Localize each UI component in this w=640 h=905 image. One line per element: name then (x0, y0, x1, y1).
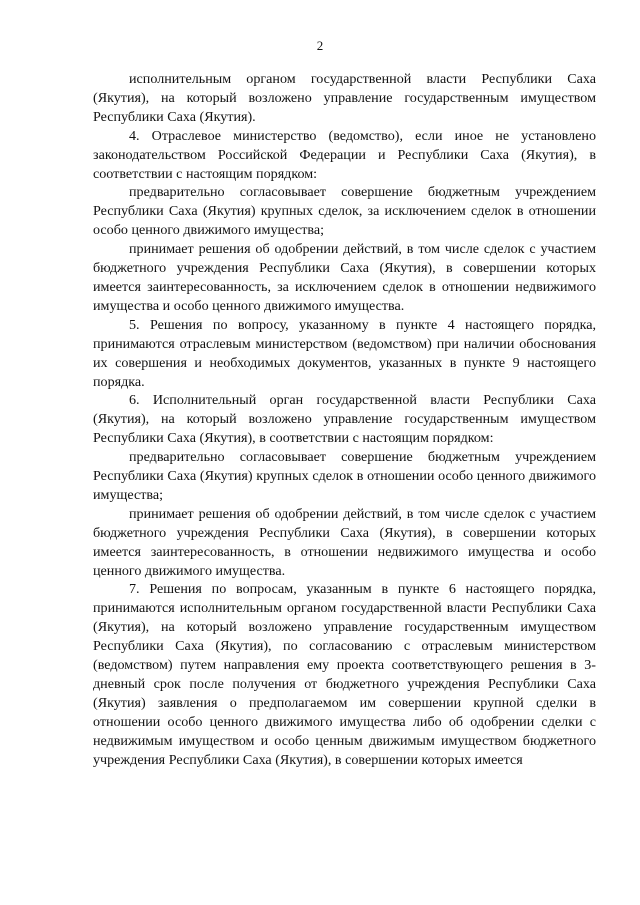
paragraph-item-4: 4. Отраслевое министерство (ведомство), если иное не установлено законодательством Российской Федерации и Республики Саха (Якутия), в соответствии с настоящим порядком: (93, 127, 596, 182)
paragraph-item-6-clause-2: принимает решения об одобрении действий, в том числе сделок с участием бюджетного учреждения Республики Саха (Якутия), в совершении которых имеется заинтересованность, в отношении недвижимого имущества и особо ценного движимого имущества. (93, 505, 596, 579)
paragraph-item-4-clause-2: принимает решения об одобрении действий, в том числе сделок с участием бюджетного учреждения Республики Саха (Якутия), в совершении которых имеется заинтересованность, за исключением сделок в отношении недвижимого имущества и особо ценного движимого имущества. (93, 241, 596, 314)
paragraph-item-4-clause-1: предварительно согласовывает совершение бюджетным учреждением Республики Саха (Якутия) крупных сделок, за исключением сделок в отношении особо ценного движимого имущества; (93, 184, 596, 239)
paragraph-item-6: 6. Исполнительный орган государственной власти Республики Саха (Якутия), на который возложено управление государственным имуществом Республики Саха (Якутия), в соответствии с настоящим порядком: (93, 392, 596, 447)
document-body (93, 70, 596, 770)
paragraph-item-5: 5. Решения по вопросу, указанному в пункте 4 настоящего порядка, принимаются отраслевым министерством (ведомством) при наличии обоснования их совершения и необходимых документов, указанных в пункте 9 настоящего порядка. (93, 316, 596, 390)
paragraph-item-7: 7. Решения по вопросам, указанным в пункте 6 настоящего порядка, принимаются исполнительным органом государственной власти Республики Саха (Якутия), на который возложено управление государственным имуществом Республики Саха (Якутия), по согласованию с отраслевым министерством (ведомством) путем направления ему проекта соответствующего решения в 3-дневный срок после получения от бюджетного учреждения Республики Саха (Якутия) заявления о предполагаемом им совершении крупной сделки в отношении особо ценного движимого имущества либо об одобрении сделки с недвижимым имуществом и особо ценным движимым имуществом бюджетного учреждения Республики Саха (Якутия), в совершении которых имеется (93, 581, 596, 768)
page-number: 2 (316, 38, 324, 53)
paragraph-continuation: исполнительным органом государственной власти Республики Саха (Якутия), на который возложено управление государственным имуществом Республики Саха (Якутия). (93, 71, 596, 125)
paragraph-item-6-clause-1: предварительно согласовывает совершение бюджетным учреждением Республики Саха (Якутия) крупных сделок в отношении особо ценного движимого имущества; (93, 449, 596, 503)
